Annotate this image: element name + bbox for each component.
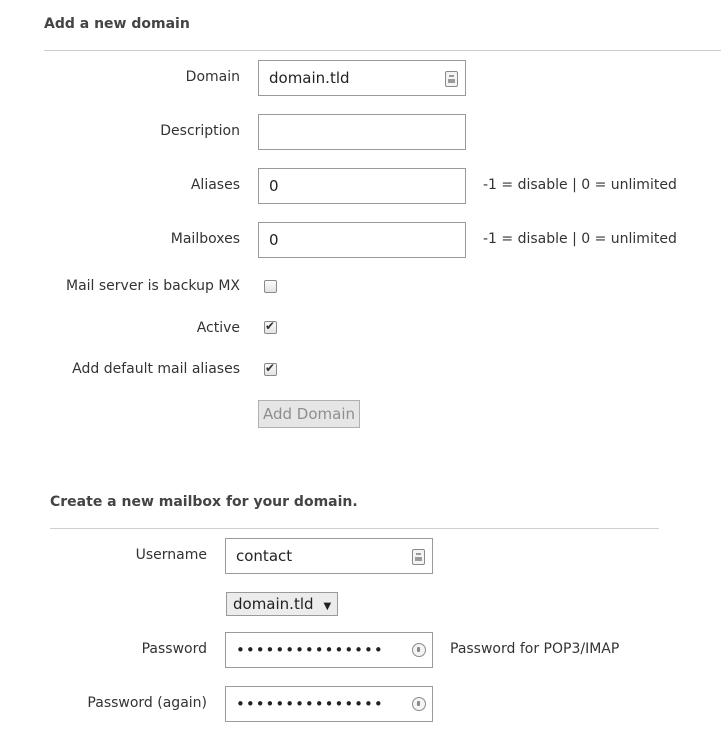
domain-input-value: domain.tld <box>269 69 350 87</box>
domain-section-title: Add a new domain <box>44 16 190 32</box>
mailboxes-hint: -1 = disable | 0 = unlimited <box>483 231 677 247</box>
mailbox-section-title: Create a new mailbox for your domain. <box>50 494 358 510</box>
username-input[interactable] <box>225 538 433 574</box>
aliases-label: Aliases <box>190 177 240 193</box>
check-icon: ✔ <box>265 361 276 375</box>
password-again-label: Password (again) <box>87 695 207 711</box>
domain-label: Domain <box>185 69 240 85</box>
mailbox-domain-select[interactable] <box>226 592 338 616</box>
username-label: Username <box>135 547 207 563</box>
mailbox-section-divider <box>50 528 659 529</box>
password-hint: Password for POP3/IMAP <box>450 641 620 657</box>
mailboxes-label: Mailboxes <box>170 231 240 247</box>
key-icon[interactable] <box>412 697 426 711</box>
add-domain-button[interactable]: Add Domain <box>258 400 360 428</box>
default-aliases-checkbox[interactable] <box>264 363 277 376</box>
dropdown-arrow-icon: ▼ <box>323 601 332 612</box>
domain-input[interactable] <box>258 60 466 96</box>
domain-section-divider <box>44 50 721 51</box>
password-label: Password <box>141 641 207 657</box>
password-again-input[interactable] <box>225 686 433 722</box>
mailboxes-input-value: 0 <box>269 231 279 249</box>
description-label: Description <box>160 123 240 139</box>
username-input-value: contact <box>236 547 293 565</box>
aliases-hint: -1 = disable | 0 = unlimited <box>483 177 677 193</box>
mailbox-domain-select-value: domain.tld <box>233 595 314 613</box>
password-again-masked-value: ••••••••••••••• <box>236 695 384 713</box>
password-masked-value: ••••••••••••••• <box>236 641 384 659</box>
mailboxes-input[interactable] <box>258 222 466 258</box>
check-icon: ✔ <box>265 319 276 333</box>
active-checkbox[interactable] <box>264 321 277 334</box>
autofill-icon[interactable] <box>445 71 458 87</box>
backup-mx-label: Mail server is backup MX <box>65 278 240 294</box>
aliases-input[interactable] <box>258 168 466 204</box>
autofill-icon[interactable] <box>412 549 425 565</box>
backup-mx-checkbox[interactable] <box>264 280 277 293</box>
active-label: Active <box>196 320 240 336</box>
key-icon[interactable] <box>412 643 426 657</box>
description-input[interactable] <box>258 114 466 150</box>
default-aliases-label: Add default mail aliases <box>72 361 240 377</box>
password-input[interactable] <box>225 632 433 668</box>
aliases-input-value: 0 <box>269 177 279 195</box>
